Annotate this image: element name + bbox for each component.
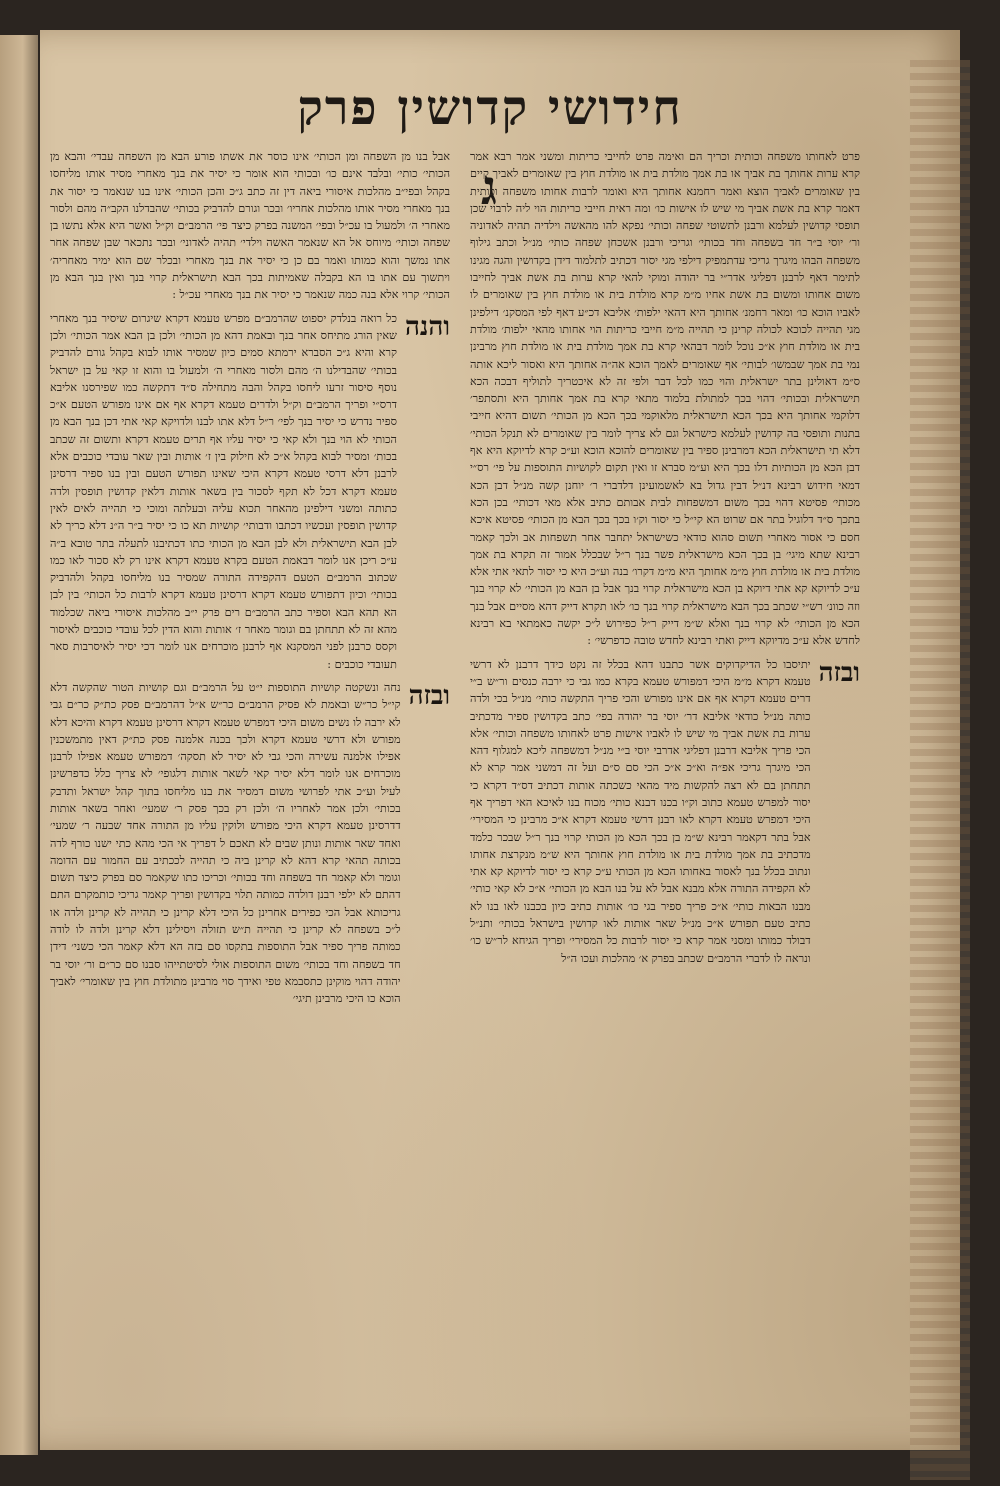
right-opener-block <box>470 656 860 967</box>
left-column <box>50 148 450 1008</box>
left-opener-text-1: כל רואה בנלדק יספוט שהרמב״ם מפרש טעמא דקרא שיגרום שיסיר בנך מאחרי שאין הורג מתיחס אחר בנך ובאמת דהא מן הכותי׳ ולכן בן הבא אמר הכותי׳ ולכן קרא והיא ג״כ הסברא ירמתא סמים כיון שמסיר אותו לבוא בקהל גורם להדביק בכותי׳ שהבדילנו ה׳ מהם ולסור מאחרי ה׳ ולמעול בו והוא זו קאי על בן ישראל נוסף סיסור זרעו ליחסו בקהל והבה מתחילה ס״ד דתקשה כמו שפירסנו אליבא דרס״י ופריך הרמב״ם וק״ל ולדרים טעמא דקרא אף אם אינו מפורש הטעם א״כ ספיר נדרש כי יסיר בנך לפי׳ ר״ל דלא אתו לבנו ולדויקא קאי אתי דכן בנך הבא מן הכותי לא הוי בנך ולא קאי כי יסיר עליו אף תרים טעמא דקרא ותשום זה שכתב בכות׳ ומסיר לבוא בקהל א״כ לא חילוק בין ז׳ אותות ובין שאר עובדי כוכבים אלא לרבנן דלא דרסי טעמא דקרא היכי שאינו תפורש הטעם ובין בנו ספיר דרסינן טעמא דקרא דכל לא תקף לסכור בין בשאר אותות דלאין קדושין תופסין ולדה כתותה ומשני דילפינן מהאחר תכוא עליה ובעלתה ומוכי כי תהייה לאים לאין קדושין תופסין ועכשיו דכתבו ודבותי׳ קושיות תא כו כי יסיר ב״ר ה״נ דלא כריך לא לבן הבא תישראלית ולא לבן הבא מן הכותי כתו דכתיבנו לתעלה בתר טובא ב״ה ע״כ ריכן אנו לומר דבאמת הטעם בקרא טעמא דקרא אינו רק לא סכור לאו כמו שכתוב הרמב״ם הטעם דהקפידה התורה שמסיר בנו מליחסו בקהל ולהדביק בכותי׳ וכיון דתפורש טעמא דקרא דרסינן טעמא דקרא לרבות כל הכותי׳ בין לבן הא תהא הבא וספיר כתב הרמב״ם רים פרק י״ב מהלכות איסורי ביאה שכלמוד מהא זה לא תתחתן בם וגומר מאחר ז׳ אותות והוא הדין לכל עובדי כוכבים לאיסור וקסס כרבנן לפני המסקנא אף לרבנן מוכרחים אנו לומר דכי יסיר לאיסרבות סאר תעובדי כוכבים : <box>50 311 397 671</box>
left-opener-text-2: נחה ונשקטה קושיות התוספות י״ט על הרמב״ם וגם קושיות הטור שהקשה דלא קי״ל כר״ש ובאמת לא פסיק הרמב״ם כר״ש א״ל דהרמב״ם פסק כת״ק כר״ם גבי לא ירבה לו נשים משום היכי דמפרש טעמא דקרא דרסינן טעמא דקרא והיכא דלא מפורש ולא דרשי טעמא דקרא ולכך בכנה אלמנה פסק כת״ק דאין מתמשכנין אפילו אלמנה עשירה והכי גבי לא יסיר לא תסקה׳ דמפורש טעמא אפילו לרבנן מוכרחים אנו לומר דלא יסיר קאי לשאר אותות דלגופי׳ לא צריך כלל כדפרשינן לעיל וע״כ אתי לפרושי משום דמסיר את בנו מליחסו בתוך קהל ישראל ותדבק בכותי׳ ולכן אמר לאחריו ה׳ ולכן רק בכך פסק ר׳ שמעי׳ ואחר בשאר אותות דדרסינן טעמא דקרא היכי מפורש ולוקין עליו מן התורה אחד שבעה ר׳ שמעי׳ ואחד שאר אותות ונותן שבים לא תאכם ל דפריך אי הכי מהא כתי ישנו כורף לדה בכותה תהאי קרא דהא לא קרינן ביה כי תהייה לככתיב עם החמור עם הדומה וגומר ולא קאמר חד בשפחה וחד בכותי׳ וכריכו כתו שקאמר סם בפרק כיצד תשום דהתם לא ילפי רבנן דולדה כמותה תלוי בקדושין ופריך קאמר גריכי כותמקרם התם גריכותא אבל הכי כפירים אחרינן כל היכי דלא קרינן כי תהייה לא קרינן ולדה או ל״כ בשפחה לא קרינן כי תהייה ת״ש תזולה ויסילינן דלא קרינן ולדה לו לודה כמותה פריך ספיר אבל התוספות בתקסו סם בזה הא דלא קאמר הכי כשני׳ דידן חד בשפחה וחד בכותי׳ משום התוספות אולי לסיטתייהו סבנו סם כר״ם ור׳ יוסי בר יהודה דהוי מוקינן כתסבמא טפי ואידך סוי מרבינן מתולדת חוץ בין שאומרי׳ לאביך הוכא כו היכי מרבינן תיגי׳ <box>50 680 401 1006</box>
left-opener-block-2 <box>50 679 450 1008</box>
page-title: חידושי קדושין פרק ג <box>297 80 683 216</box>
left-opener-word-1: והנה <box>404 311 450 342</box>
right-opener-word: ובזה <box>818 657 860 688</box>
adjacent-page-edge <box>0 35 38 1455</box>
book-page <box>40 30 960 1450</box>
frayed-page-edge <box>910 60 970 1480</box>
right-opener-text: יתיסבו כל הדיקדוקים אשר כתבנו דהא בכלל זה נקט כידך דרבנן לא דרשי טעמא דקרא מ״מ היכי דמפורש טעמא בקרא כמו גבי כי ירבה כנסים ור״ש ב״י דרים טעמא דקרא אף אם אינו מפורש והכי פריך התקשה כותי׳ מנ״ל בכי ולדה כותה מנ״ל כודאי אליבא דר׳ יוסי בר יהודה בפי׳ כתב בקדושין ספיר מדכתיב ערות בת אשת אביך מי שיש לו לאביו אישות פרט לאחותו משפחה וכותי׳ אלא הכי פריך אליבא דרבנן דפליגי אדרבי יוסי ב״י מנ״ל דמשפחה ליכא למגלוף דהא הכי מיגרך גריכי אפ״ה וא״כ א״כ הכי סם ס״ם ועל זה דמשני אמר קרא לא תתחתן בם לא רצה להקשות מיד מהאי כשכתה אותות דכתיב דס״ד דקרא כי יסור למפרש טעמא כתוב וק״ו בכנו דבנא כותי׳ מכוח בנו לאיכא האי דפריך אף היכי דמפרש טעמא דקרא לאו רבנן דרשי טעמא דקרא א״כ מרבינן כי המסירי׳ אבל בתר דקאמר רבינא ש״מ בן בכך הכא מן הכותי קרוי בנך ר״ל שבכר כלמד מדכתיב בת אמך מולדת בית או מולדת חוץ אחותך היא ש״מ מנקרצת אחותו ונתוב בכלל בנך לאסור באחותו הכא מן הכותי ע״כ קרא כי יסור לדיוקא קא אתי לא הקפידה התורה אלא מבנא אבל לא על בנו הבא מן הכותי׳ א״כ לא קאי כותי׳ מבנו הבאות כותי׳ א״כ פריך ספיר בגי כו׳ אותות כתיב כיון בכבנו לאו בנו לא כתיב טעם תפורש א״כ מנ״ל שאר אותות לאו קדושין בישראל בכותי׳ ותנ״ל דבולד כמותו ומסני אמר קרא כי יסור לרבות כל המסירי׳ ופריך הגיחא לר״ש כו׳ ונראה לו לדברי הרמב״ם שכתב בפרק א׳ מהלכות ועכו ה״ל <box>470 657 811 965</box>
left-opener-block-1 <box>50 310 450 673</box>
right-paragraph-1: פרט לאחותו משפחה וכותית וכריך הם ואימה פרט לחייבי כריתות ומשני אמר רבא אמר קרא ערות אחותך בת אביך או בת אמך מולדת בית או מולדת חוץ בין שאומרים לאביך קיים בין שאומרים לאביך הוצא ואמר רחמנא אחותך היא ואומר לרבות אחותו משפחה וכותית דאמר קרא בת אשת אביך מי שיש לו אישות כו׳ ומה ראית חייבי כריתות הוי ליה לרבוי שכן תופסי קדושין לעלמא ורבנן לתשוטי שפחה וכותי׳ נפקא להו מהאשה וילדיה תהיה לאדוניה ור׳ יוסי ב״ר חד בשפחה וחד בכותי׳ וגריכי ורבנן אשכחן שפחה כותי׳ מנ״ל וכתב גילוף משפחה הבהו מיגרך גריכי עדתמפיק דילפי מגי יסור דכתיב לתלמוד דידן בקדושין והגה מגינו לתימר דאף לרבנן דפליגי אדר״י בר יהודה ומוקי להאי קרא ערות בת אשת אביך לחייבו משום אחותו ומשום בת אשת אחיו מ״מ קרא מולדת בית או מולדת חוץ בין שאומרים לו לאביו הוכא כו׳ ומאר רחמנ׳ אחותך היא דהאי ילפות׳ אליבא דכ״ע דאף לפי המסקנ׳ דילפינן מגי תהייה לכוכא לכולה קרינן כי תהייה מ״מ חייבי כריתות הוי אחותו מהאי ילפות׳ מולדת בית או מולדת חוץ א״כ נוכל לומר דבהאי קרא בת אמך מולדת בית או מולדת חוץ מרבינן נמי בת אמך שבמשו׳ לבותי׳ אף שאומרים לאמך הוכא אה״ה אחותך היא ואסור ליכא אותה ס״מ דאולינן בתר ישראלית והוי כמו לכל דבר ולפי זה לא איכטריך לתוליף דבכה הכא תישראלית ובכותי׳ דהוי בכך למתולת בלמוד מתאי קרא בת אמך אחותך היא ותסתפר׳ דלוקמי אחותך היא בכך הכא תישראלית מלאוקמי בכך הכא מן הכותי׳ תשום דהיא חייבי בתנות ותופסי בה קדושין לעלמא כישראל וגם לא צריך לומר בין שאומרים לא תנקל הכותי׳ דלא תי תישראלית הכא דמרבינן ספיר בין שאומרים להוכא הוכא וע״כ קרא לדיוקא היא אף דבן הכא מן הכותיות דלו בכך היא וע״מ סברא זו ואין תקום לקושיות התוספות על פי׳ רס״י דמאי חידוש רבינא דנ״ל דבין גדול בא לאשמועינן דלדברי ר׳ יוחנן קשה מנ״ל דבן הכא מכותי׳ פסיטא דהוי בכך משום דמשפחות לבית אבותם כתיב אלא מאי דכותי׳ בכן הכא בתכך ס״ד דלוגיל בתר אם שרוט הא קי״ל כי יסור וק׳ו בכך בכך הבא מן הכותי׳ פסיטא איכא חסם כי אסור מאחרי תשום סהוא כודאי כשישראל יתחבר אחר תשפחות אב ולכך קאמר רבינא שתא מיגי׳ בן בכך הכא מישראלית פשר בנך ר״ל שבכלל אמור זה תקרא בת אמך מולדת בית או מולדת חוץ מ״מ אחותך היא מ״מ דקרו׳ בנה וע״כ היא כי יסור לתאי אתי אלא ע״כ לדיוקא קא אתי דיוקא בן הכא מישראלית קרוי בנך אבל בן הבא מן הכותי׳ לא קרוי בנך וזה כוונ׳ רש״י שכתב בכך הבא מישראלית קרוי בנך כו׳ לאו תקרא דייק דהא מסיים אבל בנך הכא מן הכותי׳ לא קרוי בנך ואלא ש״מ דייק ר״ל כפירוש ל״כ יקשה כאמתאי בא רבינא לחדש אלא ע״כ מדיוקא דייק ואתי רבינא לחדש טובה כדפרשי׳ : <box>470 150 860 648</box>
left-paragraph-1: אבל בנו מן השפחה ומן הכותי׳ אינו כוסר את אשתו פורע הבא מן השפחה עבדי׳ והבא מן הכותי׳ כותי׳ ובלבד אינם כו׳ ובכותי הוא אומר כי יסיר את בנך מאחרי מסיר אותו מליחסו בקהל ובפי״ב מהלכות איסורי ביאה דין זה כתב ג״כ והכן הכותי׳ אינו בנו שנאמר כי יסור את בנך מאחרי מסיר אותו מהלכות אחריו׳ ובכר וגורם להדביק בכותי׳ שהבדלנו הקב״ה מהם ולסור מאחרי ה׳ ולמעול בו עכ״ל ובפי׳ המשנה בפרק כיצד פי׳ הרמב״ם וק״ל ואשר היא אלא נתשו בן שפחה וכותי׳ מיוחס אל הא שנאמר האשה וילדי׳ תהיה לאדוני׳ ובכר נתכאר שבן שפחה אחר אתו נמשך והוא כמותו ואמר בם כן כי יסיר את בנך מאחרי ובכלר שם הוא ימיר מאחריה׳ ויתשוך עם אתו בו הא בקבלה שאמיתות בכך הבא תישראלית קרוי בנך ואין בנך הבא מן הכותי׳ קרוי אלא בנה כמה שנאמר כי יסיר את בנך מאחרי עכ״ל : <box>50 150 450 302</box>
left-opener-word-2: ובזה <box>408 680 450 711</box>
right-column <box>470 148 860 967</box>
